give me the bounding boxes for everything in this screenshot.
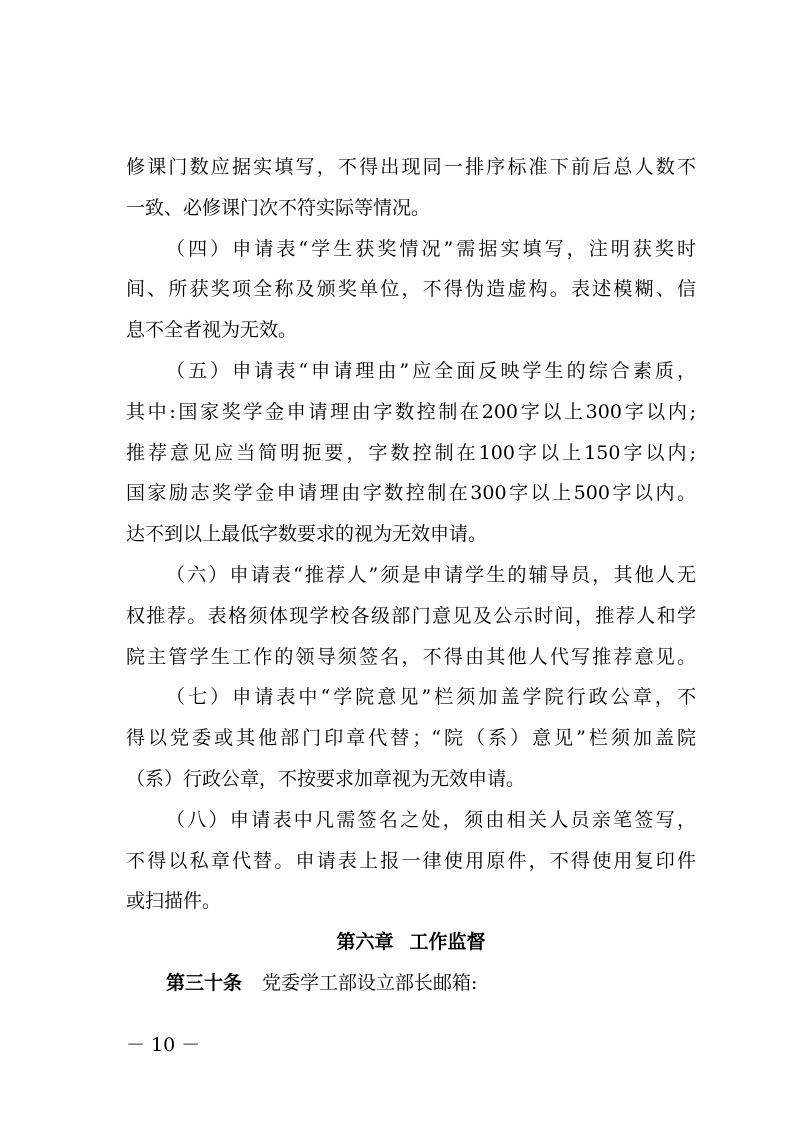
text-line: 达不到以上最低字数要求的视为无效申请。 (126, 523, 488, 546)
page-number: － 10 － (126, 1034, 201, 1056)
text-line: （系）行政公章，不按要求加章视为无效申请。 (126, 767, 526, 790)
text-line: 权推荐。表格须体现学校各级部门意见及公示时间，推荐人和学 (126, 604, 696, 627)
text-line: 推荐意见应当简明扼要，字数控制在100字以上150字以内; (126, 441, 696, 464)
chapter-name: 工作监督 (409, 931, 486, 954)
chapter-heading (126, 922, 696, 963)
text-line: 国家励志奖学金申请理由字数控制在300字以上500字以内。 (126, 482, 696, 505)
text-line: 修课门数应据实填写，不得出现同一排序标准下前后总人数不 (126, 156, 696, 178)
document-body (126, 147, 696, 1004)
text-line: 院主管学生工作的领导须签名，不得由其他人代写推荐意见。 (126, 645, 696, 668)
text-line: 一致、必修课门次不符实际等情况。 (126, 196, 431, 219)
paragraph-lines (126, 147, 696, 922)
article-label: 第三十条 (166, 971, 243, 994)
text-line: （四）申请表“学生获奖情况”需据实填写，注明获奖时 (166, 237, 696, 260)
text-line: 得以党委或其他部门印章代替；“院（系）意见”栏须加盖院 (126, 727, 696, 750)
text-line: （六）申请表“推荐人”须是申请学生的辅导员，其他人无 (166, 563, 696, 586)
text-line: 息不全者视为无效。 (126, 319, 298, 342)
text-line: 或扫描件。 (126, 890, 222, 913)
article-thirty (126, 963, 696, 1004)
text-line: （八）申请表中凡需签名之处，须由相关人员亲笔签写， (166, 808, 696, 831)
text-line: 不得以私章代替。申请表上报一律使用原件，不得使用复印件 (126, 849, 696, 872)
text-line: 其中:国家奖学金申请理由字数控制在200字以上300字以内; (126, 400, 696, 423)
text-line: （七）申请表中“学院意见”栏须加盖学院行政公章，不 (166, 686, 696, 709)
chapter-number: 第六章 (336, 931, 394, 954)
text-line: （五）申请表“申请理由”应全面反映学生的综合素质， (166, 359, 696, 382)
article-text: 党委学工部设立部长邮箱: (262, 971, 478, 994)
text-line: 间、所获奖项全称及颁奖单位，不得伪造虚构。表述模糊、信 (126, 278, 696, 301)
